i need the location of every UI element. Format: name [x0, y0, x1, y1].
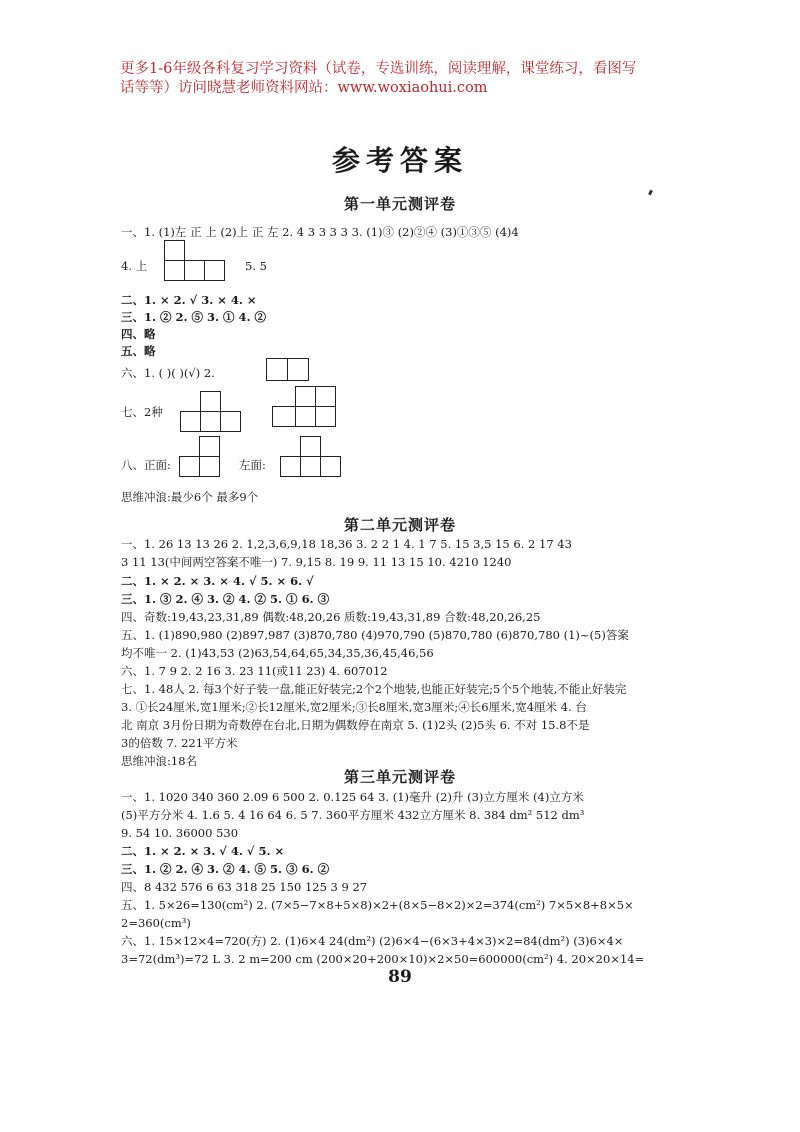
unit2-line-5: 四、奇数:19,43,23,31,89 偶数:48,20,26 质数:19,43,31,89 合数:48,20,26,25	[121, 610, 541, 624]
promo-banner-line-1: 更多1-6年级各科复习学习资料（试卷，专选训练，阅读理解，课堂练习，看图写	[120, 61, 637, 77]
unit1-line-9a: 八、正面:	[121, 458, 171, 472]
unit3-line-8: 2=360(cm³)	[121, 916, 191, 930]
unit2-line-3: 二、1. × 2. × 3. × 4. √ 5. × 6. √	[121, 574, 314, 588]
unit1-line-1: 一、1. (1)左 正 上 (2)上 正 左 2. 4 3 3 3 3 3. (1)③ (2)②④ (3)①③⑤ (4)4	[121, 225, 519, 239]
promo-banner-line-2: 话等等）访问晓慧老师资料网站：www.woxiaohui.com	[120, 80, 488, 96]
unit2-line-7: 均不唯一 2. (1)43,53 (2)63,54,64,65,34,35,36,45,46,56	[121, 646, 434, 660]
unit1-line-10: 思维冲浪:最少6个 最多9个	[121, 490, 259, 504]
unit1-title: 第一单元测评卷	[343, 195, 456, 213]
unit3-line-6: 四、8 432 576 6 63 318 25 150 125 3 9 27	[121, 880, 368, 894]
unit2-title: 第二单元测评卷	[343, 516, 456, 534]
unit3-line-9: 六、1. 15×12×4=720(方) 2. (1)6×4 24(dm²) (2)6×4−(6×3+4×3)×2=84(dm²) (3)6×4×	[121, 934, 624, 948]
unit2-line-9: 七、1. 48人 2. 每3个好子装一盘,能正好装完;2个2个地装,也能正好装完;5个5个地装,不能止好装完	[121, 682, 627, 696]
unit3-line-3: 9. 54 10. 36000 530	[121, 826, 239, 840]
page-title: 参考答案	[331, 144, 468, 177]
unit3-line-1: 一、1. 1020 340 360 2.09 6 500 2. 0.125 64 3. (1)毫升 (2)升 (3)立方厘米 (4)立方米	[121, 790, 584, 804]
unit1-line-2a: 4. 上	[121, 259, 148, 273]
unit1-line-3: 二、1. × 2. √ 3. × 4. ×	[121, 293, 257, 307]
unit1-line-8: 七、2种	[121, 405, 163, 419]
unit2-line-1: 一、1. 26 13 13 26 2. 1,2,3,6,9,18 18,36 3. 2 2 1 4. 1 7 5. 15 3,5 15 6. 2 17 43	[121, 537, 572, 551]
unit1-line-2b: 5. 5	[245, 259, 267, 273]
unit2-line-4: 三、1. ③ 2. ④ 3. ② 4. ② 5. ① 6. ③	[121, 592, 330, 606]
unit3-title: 第三单元测评卷	[343, 768, 456, 786]
unit1-line-9b: 左面:	[239, 458, 266, 472]
unit3-line-10: 3=72(dm³)=72 L 3. 2 m=200 cm (200×20+200×10)×2×50=600000(cm²) 4. 20×20×14=	[121, 952, 645, 966]
unit2-line-10: 3. ①长24厘米,宽1厘米;②长12厘米,宽2厘米;③长8厘米,宽3厘米;④长6厘米,宽4厘米 4. 台	[121, 700, 587, 714]
unit3-line-5: 三、1. ② 2. ④ 3. ② 4. ⑤ 5. ③ 6. ②	[121, 862, 330, 876]
unit1-line-7a: 六、1. ( )( )(√) 2.	[121, 366, 215, 380]
promo-banner	[120, 60, 690, 98]
unit2-line-6: 五、1. (1)890,980 (2)897,987 (3)870,780 (4)970,790 (5)870,780 (6)870,780 (1)~(5)答案	[121, 628, 629, 642]
unit3-line-7: 五、1. 5×26=130(cm²) 2. (7×5−7×8+5×8)×2+(8×5−8×2)×2=374(cm²) 7×5×8+8×5×	[121, 898, 634, 912]
unit2-line-13: 思维冲浪:18名	[121, 754, 198, 768]
unit1-line-5: 四、略	[121, 327, 156, 341]
unit2-line-8: 六、1. 7 9 2. 2 16 3. 23 11(或11 23) 4. 607012	[121, 664, 388, 678]
unit2-line-12: 3的倍数 7. 221平方米	[121, 736, 238, 750]
unit2-line-2: 3 11 13(中间两空答案不唯一) 7. 9,15 8. 19 9. 11 13 15 10. 4210 1240	[121, 555, 512, 569]
unit2-line-11: 北 南京 3月份日期为奇数停在台北,日期为偶数停在南京 5. (1)2头 (2)5头 6. 不对 15.8不是	[121, 718, 590, 732]
unit3-line-2: (5)平方分米 4. 1.6 5. 4 16 64 6. 5 7. 360平方厘米 432立方厘米 8. 384 dm² 512 dm³	[121, 808, 585, 822]
unit3-line-4: 二、1. × 2. × 3. √ 4. √ 5. ×	[121, 844, 285, 858]
page-number: 89	[388, 967, 412, 987]
unit1-line-4: 三、1. ② 2. ⑤ 3. ① 4. ②	[121, 310, 267, 324]
unit1-line-6: 五、略	[121, 344, 156, 358]
